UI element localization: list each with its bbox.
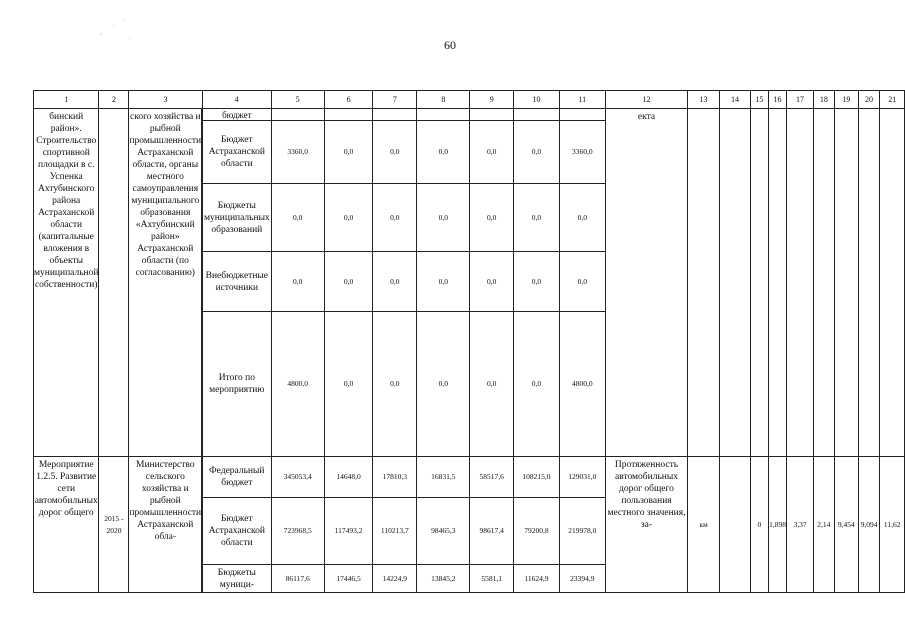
indicator-value: 0	[751, 457, 768, 593]
value-cell: 0,0	[324, 312, 373, 457]
value-cell: 0,0	[514, 312, 560, 457]
value-cell: 5581,1	[470, 565, 514, 593]
header-cell: 2	[99, 91, 129, 109]
source-label: Внебюджетные источники	[202, 252, 271, 312]
value-cell: 17810,3	[373, 457, 417, 498]
value-cell: 0,0	[514, 252, 560, 312]
header-cell: 7	[373, 91, 417, 109]
header-cell: 16	[768, 91, 787, 109]
value-cell: 58517,6	[470, 457, 514, 498]
header-row	[34, 91, 905, 109]
program-table	[33, 90, 905, 593]
header-cell: 8	[417, 91, 470, 109]
event-name-cell: бинский район». Строительство спортивной площадки в с. Успенка Ахтубинского района Астраханской области (капитальные вложения в объекты муниципальной собственности)	[34, 109, 99, 457]
value-cell: 17446,5	[324, 565, 373, 593]
value-cell: 0,0	[470, 184, 514, 252]
value-cell: 0,0	[324, 184, 373, 252]
value-cell: 13845,2	[417, 565, 470, 593]
value-cell: 23394,9	[559, 565, 605, 593]
value-cell: 0,0	[324, 252, 373, 312]
source-label: Бюджеты муниципальных образований	[202, 184, 271, 252]
header-cell: 3	[129, 91, 202, 109]
value-cell: 98465,3	[417, 498, 470, 565]
indicator-value: 1,898	[768, 457, 787, 593]
value-cell: 0,0	[373, 312, 417, 457]
value-cell: 129031,0	[559, 457, 605, 498]
value-cell: 0,0	[373, 252, 417, 312]
executor-cell: ского хозяйства и рыбной промышленности Астраханской области, органы местного самоуправления муниципального образования «Ахтубинский район» Астраханской области (по согласованию)	[129, 109, 202, 457]
table-row	[34, 457, 905, 498]
header-cell: 13	[688, 91, 719, 109]
source-label: Итого по мероприятию	[202, 312, 271, 457]
value-cell: 4800,0	[271, 312, 324, 457]
value-cell: 14224,9	[373, 565, 417, 593]
source-label: Бюджет Астраханской области	[202, 498, 271, 565]
value-cell: 86117,6	[271, 565, 324, 593]
indicator-cell: екта	[605, 109, 688, 457]
page-number: 60	[444, 38, 456, 52]
header-cell: 4	[202, 91, 271, 109]
value-cell: 0,0	[470, 121, 514, 184]
value-cell: 4800,0	[559, 312, 605, 457]
value-cell: 0,0	[559, 184, 605, 252]
source-label: бюджет	[202, 109, 271, 121]
value-cell: 16831,5	[417, 457, 470, 498]
value-cell: 0,0	[271, 184, 324, 252]
table-row	[34, 109, 905, 121]
value-cell: 0,0	[417, 184, 470, 252]
period-cell: 2015 - 2020	[99, 457, 129, 593]
value-cell: 14648,0	[324, 457, 373, 498]
source-label: Бюджет Астраханской области	[202, 121, 271, 184]
value-cell: 219978,0	[559, 498, 605, 565]
header-cell: 14	[719, 91, 750, 109]
header-cell: 17	[787, 91, 813, 109]
value-cell: 0,0	[417, 121, 470, 184]
value-cell: 723968,5	[271, 498, 324, 565]
unit-cell: км	[688, 457, 719, 593]
value-cell: 98617,4	[470, 498, 514, 565]
value-cell: 0,0	[324, 121, 373, 184]
header-cell: 6	[324, 91, 373, 109]
value-cell: 0,0	[417, 312, 470, 457]
header-cell: 10	[514, 91, 560, 109]
source-label: Федеральный бюджет	[202, 457, 271, 498]
indicator-value: 11,62	[880, 457, 905, 593]
header-cell: 1	[34, 91, 99, 109]
empty-cell	[719, 457, 750, 593]
header-cell: 12	[605, 91, 688, 109]
value-cell: 0,0	[514, 184, 560, 252]
value-cell: 3360,0	[271, 121, 324, 184]
header-cell: 21	[880, 91, 905, 109]
event-name-cell: Мероприятие 1.2.5. Развитие сети автомобильных дорог общего	[34, 457, 99, 593]
value-cell: 117493,2	[324, 498, 373, 565]
header-cell: 5	[271, 91, 324, 109]
value-cell: 0,0	[470, 312, 514, 457]
indicator-value: 9,454	[835, 457, 859, 593]
header-cell: 18	[813, 91, 834, 109]
value-cell: 345053,4	[271, 457, 324, 498]
value-cell: 0,0	[514, 121, 560, 184]
value-cell: 0,0	[470, 252, 514, 312]
value-cell: 0,0	[373, 121, 417, 184]
indicator-value: 2,14	[813, 457, 834, 593]
scan-speckle-marks	[96, 14, 136, 44]
header-cell: 20	[858, 91, 880, 109]
indicator-cell: Протяженность автомобильных дорог общего пользования местного значения, за-	[605, 457, 688, 593]
executor-cell: Министерство сельского хозяйства и рыбной промышленности Астраханской обла-	[129, 457, 202, 593]
header-cell: 15	[751, 91, 768, 109]
value-cell: 0,0	[373, 184, 417, 252]
indicator-value: 9,094	[858, 457, 880, 593]
value-cell: 11624,9	[514, 565, 560, 593]
value-cell: 79200,8	[514, 498, 560, 565]
header-cell: 9	[470, 91, 514, 109]
source-label: Бюджеты муници-	[202, 565, 271, 593]
value-cell: 0,0	[559, 252, 605, 312]
value-cell: 0,0	[417, 252, 470, 312]
indicator-value: 3,37	[787, 457, 813, 593]
period-cell	[99, 109, 129, 457]
value-cell: 108215,0	[514, 457, 560, 498]
header-cell: 11	[559, 91, 605, 109]
value-cell: 110213,7	[373, 498, 417, 565]
value-cell: 3360,0	[559, 121, 605, 184]
value-cell: 0,0	[271, 252, 324, 312]
header-cell: 19	[835, 91, 859, 109]
